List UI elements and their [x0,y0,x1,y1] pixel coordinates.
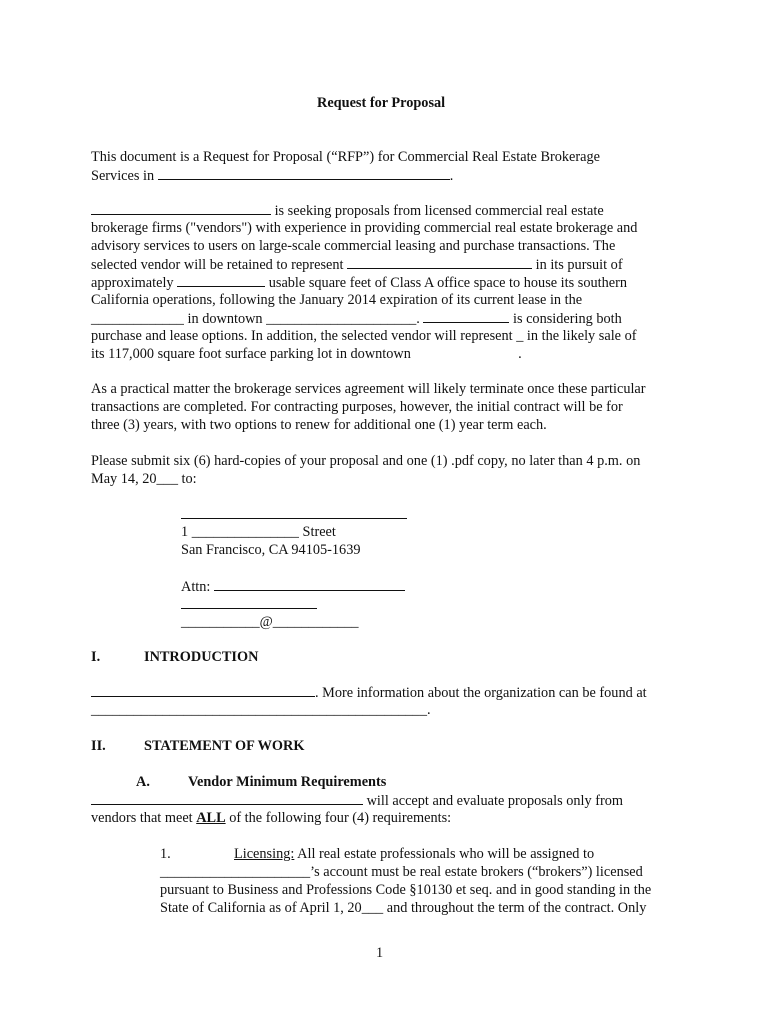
address-attn [181,577,405,596]
address-contact-line [181,608,317,609]
section-1-number: I. [91,649,101,665]
para1-text: approximately [91,275,178,291]
para1-line-6: California operations, following the January 2014 expiration of its current lease in the [91,292,583,308]
address-city: San Francisco, CA 94105-1639 [181,542,361,558]
para1-text: _____________ in downtown _____________________. [91,311,424,327]
item-1-number: 1. [160,846,171,862]
section-1-text: . More information about the organization can be found at [315,685,647,701]
blank-line [214,577,405,591]
intro-text: . [449,168,454,184]
para1-line-8: purchase and lease options. In addition, the selected vendor will represent _ in the likely sale of [91,328,637,344]
subsection-a-heading: Vendor Minimum Requirements [188,774,387,790]
section-2-heading: STATEMENT OF WORK [144,738,305,754]
para1-line-9: its 117,000 square foot surface parking lot in downtown . [91,346,522,362]
section-2-line-1 [91,791,623,810]
blank-line [347,255,532,269]
intro-line-1: This document is a Request for Proposal (“RFP”) for Commercial Real Estate Brokerage [91,149,600,165]
para1-line-5 [91,273,627,292]
address-name-line [181,518,407,519]
para2-line-2: transactions are completed. For contracting purposes, however, the initial contract will be for [91,399,623,415]
item-1-text: All real estate professionals who will be assigned to [294,846,595,862]
section-2-text: vendors that meet [91,810,197,826]
blank-line [423,309,509,323]
para3-line-2: May 14, 20___ to: [91,471,197,487]
item-1-line-2: _____________________’s account must be real estate brokers (“brokers”) licensed [160,864,643,880]
para1-line-3: advisory services to users on large-scale commercial leasing and purchase transactions. The [91,238,616,254]
item-1-line-4: State of California as of April 1, 20___ and throughout the term of the contract. Only [160,900,647,916]
blank-line [91,791,363,805]
document-title: Request for Proposal [317,95,446,111]
blank-line [158,166,450,180]
section-2-line-2 [91,809,451,827]
blank-line [177,273,265,287]
page-number: 1 [376,945,384,961]
section-2-text: will accept and evaluate proposals only from [363,793,624,809]
blank-line [91,683,315,697]
para1-text: usable square feet of Class A office space to house its southern [265,275,627,291]
section-2-text: of the following four (4) requirements: [225,810,452,826]
para3-line-1: Please submit six (6) hard-copies of your proposal and one (1) .pdf copy, no later than 4 p.m. on [91,453,641,469]
section-2-number: II. [91,738,106,754]
section-1-heading: INTRODUCTION [144,649,259,665]
all-emphasis: ALL [196,810,226,826]
section-1-line-2: _______________________________________________. [91,702,431,718]
blank-line [91,201,271,215]
para1-text: is considering both [509,311,622,327]
para1-line-7 [91,309,622,328]
attn-label: Attn: [181,579,214,595]
section-1-line-1 [91,683,647,702]
subsection-a-number: A. [136,774,150,790]
intro-text: Services in [91,168,158,184]
para1-text: selected vendor will be retained to represent [91,257,348,273]
intro-line-2 [91,166,453,185]
licensing-label: Licensing: [234,846,295,862]
address-email: ___________@____________ [181,614,359,630]
para1-text: is seeking proposals from licensed commercial real estate [271,203,604,219]
para2-line-3: three (3) years, with two options to renew for additional one (1) year term each. [91,417,547,433]
item-1-line-1 [234,845,594,863]
para1-text: in its pursuit of [532,257,623,273]
para1-line-4 [91,255,623,274]
para2-line-1: As a practical matter the brokerage services agreement will likely terminate once these particular [91,381,646,397]
address-street: 1 _______________ Street [181,524,336,540]
para1-line-1 [91,201,604,220]
para1-line-2: brokerage firms ("vendors") with experience in providing commercial real estate brokerage and [91,220,638,236]
item-1-line-3: pursuant to Business and Professions Code §10130 et seq. and in good standing in the [160,882,652,898]
